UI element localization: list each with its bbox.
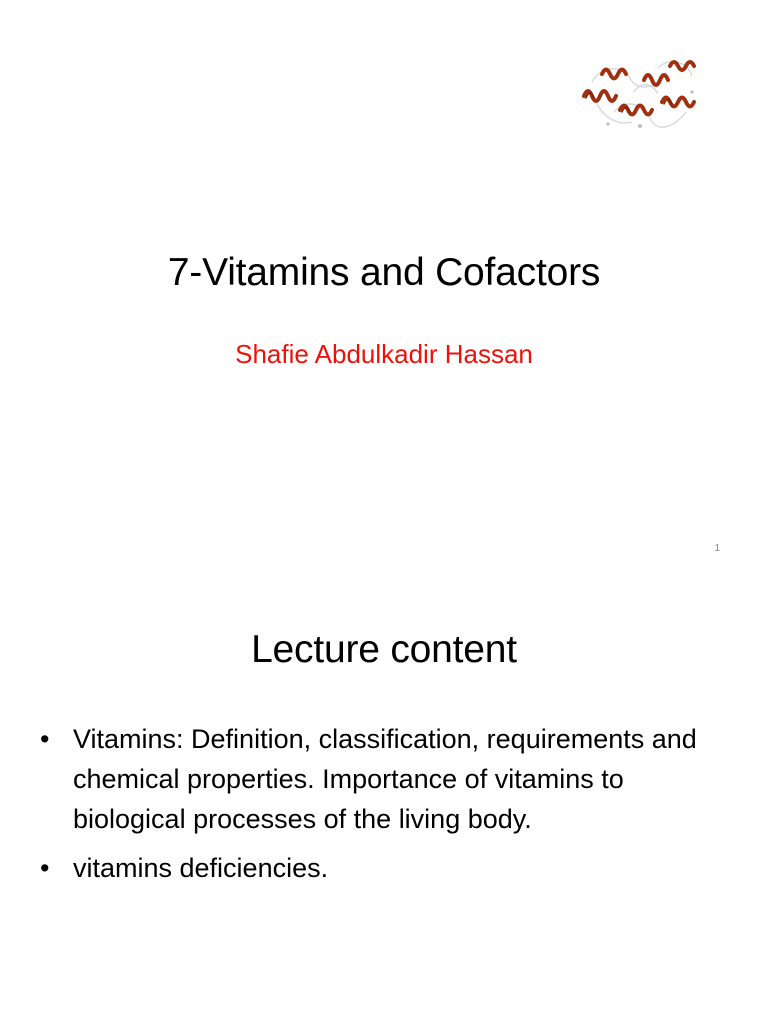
- author-name: Shafie Abdulkadir Hassan: [235, 339, 533, 369]
- slide-title: 7-Vitamins and Cofactors: [167, 251, 601, 294]
- slide-page-number: 1: [714, 543, 720, 554]
- bullet-icon: •: [40, 724, 50, 754]
- slide-2: [0, 576, 768, 1024]
- bullet-icon: •: [40, 853, 50, 883]
- slide-title: Lecture content: [251, 628, 517, 671]
- protein-structure-image: [574, 52, 714, 138]
- bullet-list: [40, 719, 730, 897]
- list-item: [40, 848, 730, 888]
- list-item: [40, 719, 730, 839]
- bullet-text: Vitamins: Definition, classification, requirements and chemical properties. Importance of vitamins to biological processes of the living body.: [73, 724, 697, 834]
- bullet-text: vitamins deficiencies.: [73, 853, 329, 883]
